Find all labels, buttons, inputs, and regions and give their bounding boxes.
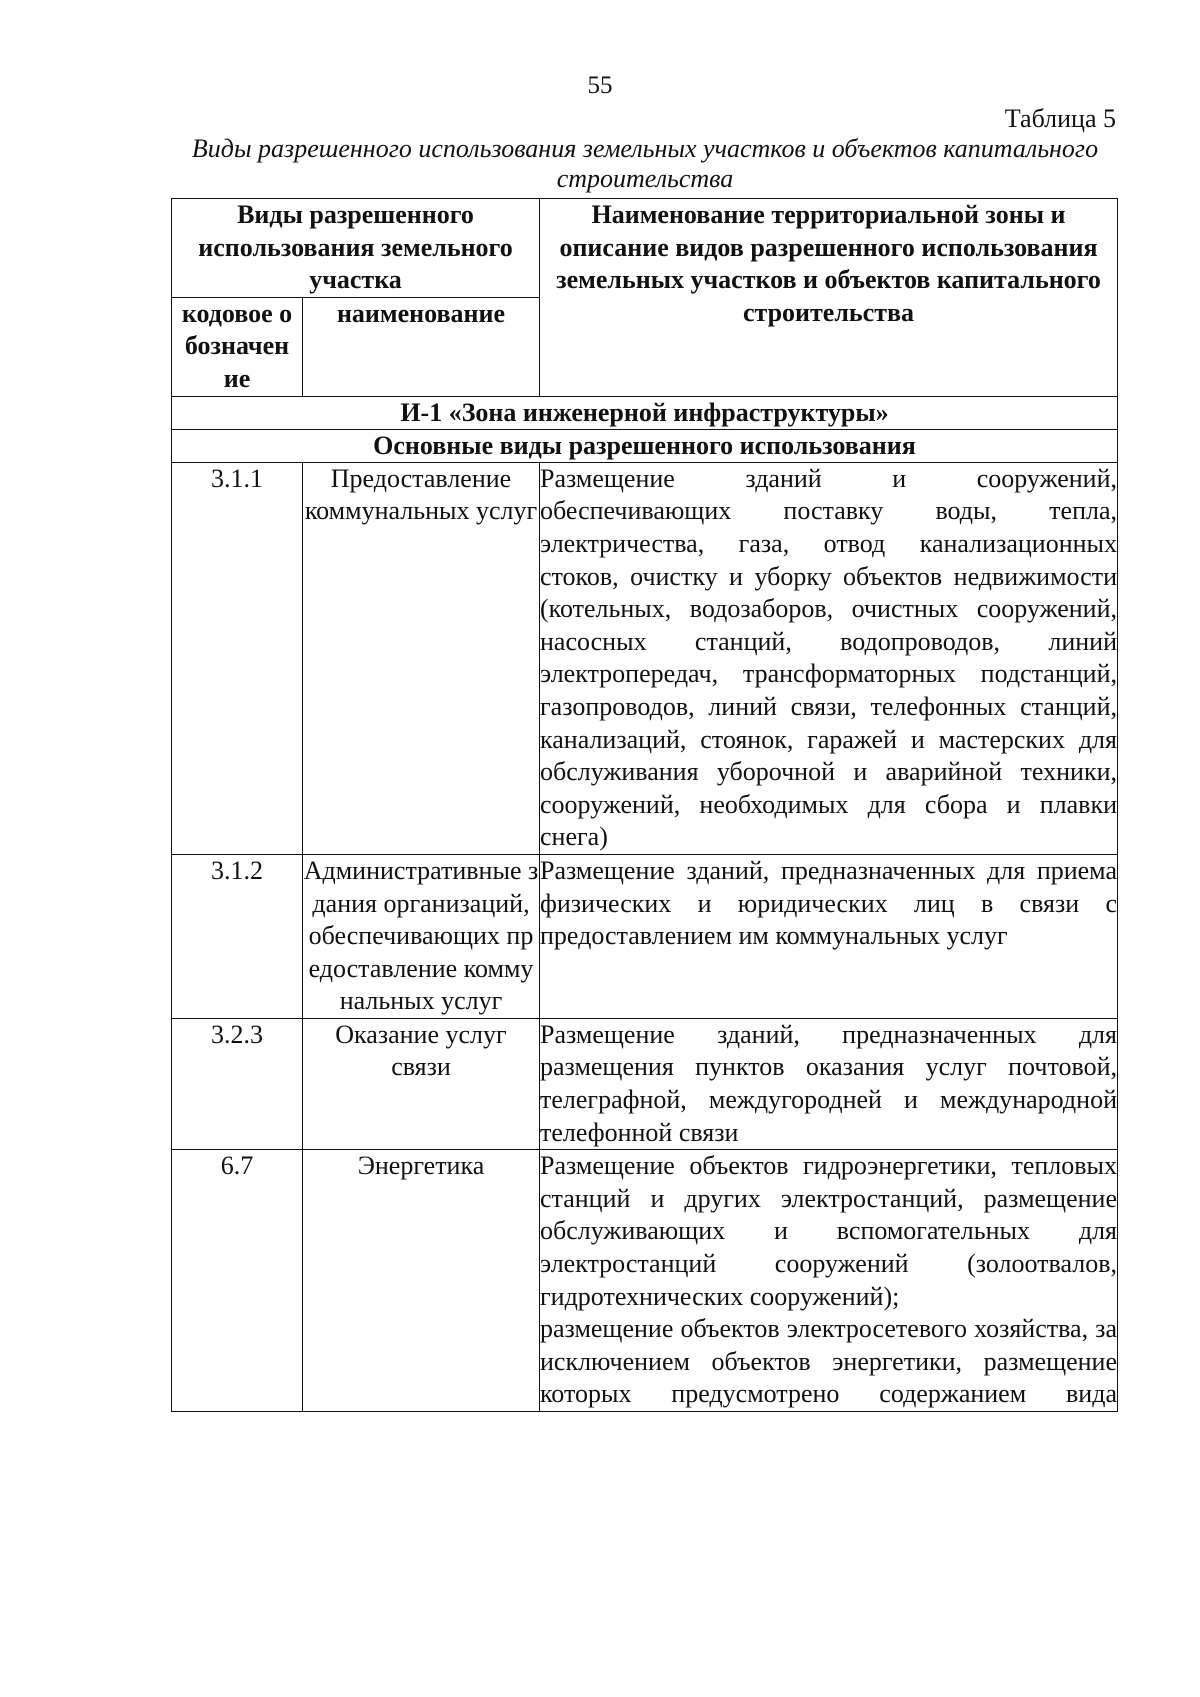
description-text-1: Размещение объектов гидроэнергетики, тепловых станций и других электростанций, размещение обслуживающих и вспомогательных для электростанций сооружений (золоотвалов, гидротехнических сооружений); [540, 1151, 1117, 1311]
description-text: Размещение зданий, предназначенных для приема физических и юридических лиц в связи с предоставлением им коммунальных услуг [540, 855, 1117, 951]
row-code: 3.2.3 [172, 1018, 303, 1149]
page-number: 55 [587, 72, 613, 99]
row-name: Административные здания организаций, обеспечивающих предоставление коммунальных услуг [303, 854, 540, 1018]
description-text: Размещение зданий, предназначенных для размещения пунктов оказания услуг почтовой, телеграфной, междугородней и международной телефонной связи [540, 1019, 1117, 1147]
row-code: 3.1.1 [172, 462, 303, 854]
row-code: 6.7 [172, 1150, 303, 1412]
row-name: Энергетика [303, 1150, 540, 1412]
row-name: Предоставление коммунальных услуг [303, 462, 540, 854]
description-text-2: размещение объектов электросетевого хозяйства, за исключением объектов энергетики, размещение которых предусмотрено содержанием вида [540, 1314, 1117, 1409]
header-name-column: наименование [303, 297, 540, 396]
row-description [540, 854, 1118, 1018]
table-row [172, 462, 1118, 854]
section-title: Основные виды разрешенного использования [172, 429, 1118, 462]
table-row [172, 1018, 1118, 1149]
row-name: Оказание услуг связи [303, 1018, 540, 1149]
table-label: Таблица 5 [1004, 104, 1116, 133]
section-row [172, 429, 1118, 462]
header-description-column: Наименование территориальной зоны и описание видов разрешенного использования земельных участков и объектов капитального строительства [540, 199, 1118, 397]
row-description [540, 1018, 1118, 1149]
zone-title: И-1 «Зона инженерной инфраструктуры» [172, 396, 1118, 429]
header-row [172, 199, 1118, 298]
header-group-title: Виды разрешенного использования земельного участка [172, 199, 540, 298]
table-row [172, 1150, 1118, 1412]
row-description [540, 1150, 1118, 1412]
land-use-table [171, 198, 1118, 1412]
description-text: Размещение зданий и сооружений, обеспечивающих поставку воды, тепла, электричества, газа, отвод канализационных стоков, очистку и уборку объектов недвижимости (котельных, водозаборов, очистных сооружений, насосных станций, водопроводов, линий электропередач, трансформаторных подстанций, газопроводов, линий связи, телефонных станций, канализаций, стоянок, гаражей и мастерских для обслуживания уборочной и аварийной техники, сооружений, необходимых для сбора и плавки снега) [540, 463, 1117, 852]
row-code: 3.1.2 [172, 854, 303, 1018]
row-description [540, 462, 1118, 854]
header-code-column: кодовое обозначение [172, 297, 303, 396]
table-row [172, 854, 1118, 1018]
table-title: Виды разрешенного использования земельных участков и объектов капитального строительства [191, 134, 1099, 193]
zone-row [172, 396, 1118, 429]
